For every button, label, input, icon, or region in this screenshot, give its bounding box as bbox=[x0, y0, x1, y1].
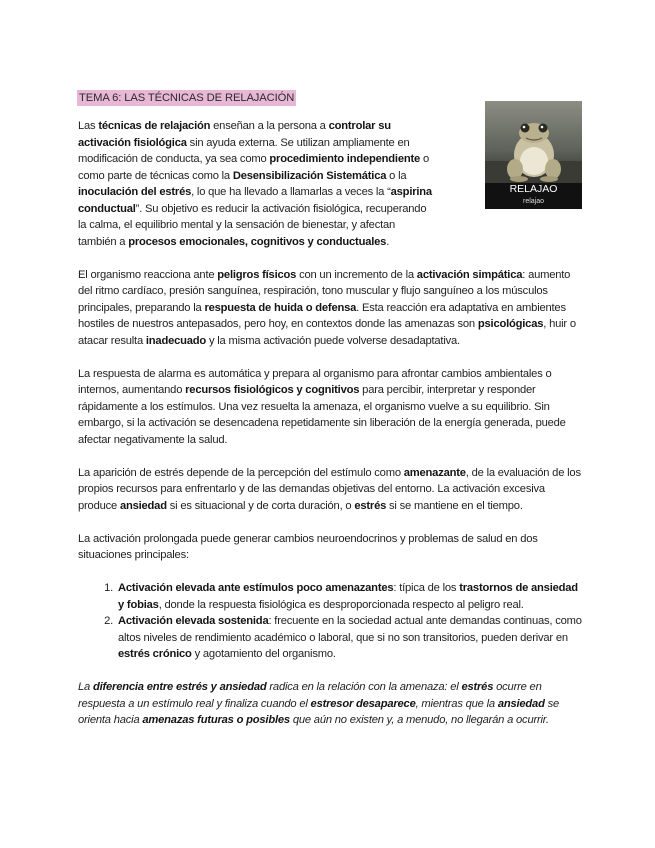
document-body bbox=[78, 118, 583, 745]
image-caption: RELAJAO bbox=[509, 183, 558, 195]
numbered-list bbox=[78, 580, 583, 663]
paragraph-alarm: La respuesta de alarma es automática y prepara al organismo para afrontar cambios ambientales o internos, aumentando recursos fisiológicos y cognitivos para percibir, interpretar y responder rápidamente a los estímulos. Una vez resuelta la amenaza, el organismo vuelve a su equilibrio. Sin embargo, si la activación se desencadena repetidamente sin liberación de la energía generada, puede afectar negativamente la salud. bbox=[78, 367, 566, 446]
image-subcaption: relajao bbox=[522, 198, 544, 205]
list-item: 1. Activación elevada ante estímulos poco amenazantes: típica de los trastornos de ansiedad y fobias, donde la respuesta fisiológica es desproporcionada respecto al peligro real. bbox=[116, 580, 583, 613]
paragraph-stress: La aparición de estrés depende de la percepción del estímulo como amenazante, de la evaluación de los propios recursos para enfrentarlo y de las demandas objetivas del entorno. La activación excesiva produce ansiedad si es situacional y de corta duración, o estrés si se mantiene en el tiempo. bbox=[78, 466, 581, 512]
paragraph-intro: Las técnicas de relajación enseñan a la persona a controlar su activación fisiológica sin ayuda externa. Se utilizan ampliamente en modificación de conducta, ya sea como procedimiento independiente o como parte de técnicas como la Desensibilización Sistemática o la inoculación del estrés, lo que ha llevado a llamarlas a veces la “aspirina conductual”. Su objetivo es reducir la activación fisiológica, recuperando la calma, el equilibrio mental y la sensación de bienestar, y afectan también a procesos emocionales, cognitivos y conductuales. bbox=[78, 120, 432, 248]
paragraph-organism: El organismo reacciona ante peligros físicos con un incremento de la activación simpática: aumento del ritmo cardíaco, presión sanguínea, respiración, tono muscular y flujo sanguíneo a los músculos principales, preparando la respuesta de huida o defensa. Esta reacción era adaptativa en ambientes hostiles de nuestros antepasados, pero hoy, en contextos donde las amenazas son psicológicas, huir o atacar resulta inadecuado y la misma activación puede volverse desadaptativa. bbox=[78, 268, 576, 347]
list-item: 2. Activación elevada sostenida: frecuente en la sociedad actual ante demandas continuas, como altos niveles de rendimiento académico o laboral, que si no son transitorios, pueden derivar en estrés crónico y agotamiento del organismo. bbox=[116, 613, 583, 663]
page-title: TEMA 6: LAS TÉCNICAS DE RELAJACIÓN bbox=[79, 92, 295, 104]
paragraph-prolonged: La activación prolongada puede generar cambios neuroendocrinos y problemas de salud en dos situaciones principales: bbox=[78, 532, 538, 561]
paragraph-closing: La diferencia entre estrés y ansiedad radica en la relación con la amenaza: el estrés ocurre en respuesta a un estímulo real y finaliza cuando el estresor desaparece, mientras que la ansiedad se orienta hacia amenazas futuras o posibles que aún no existen y, a menudo, no llegarán a ocurrir. bbox=[78, 681, 560, 726]
